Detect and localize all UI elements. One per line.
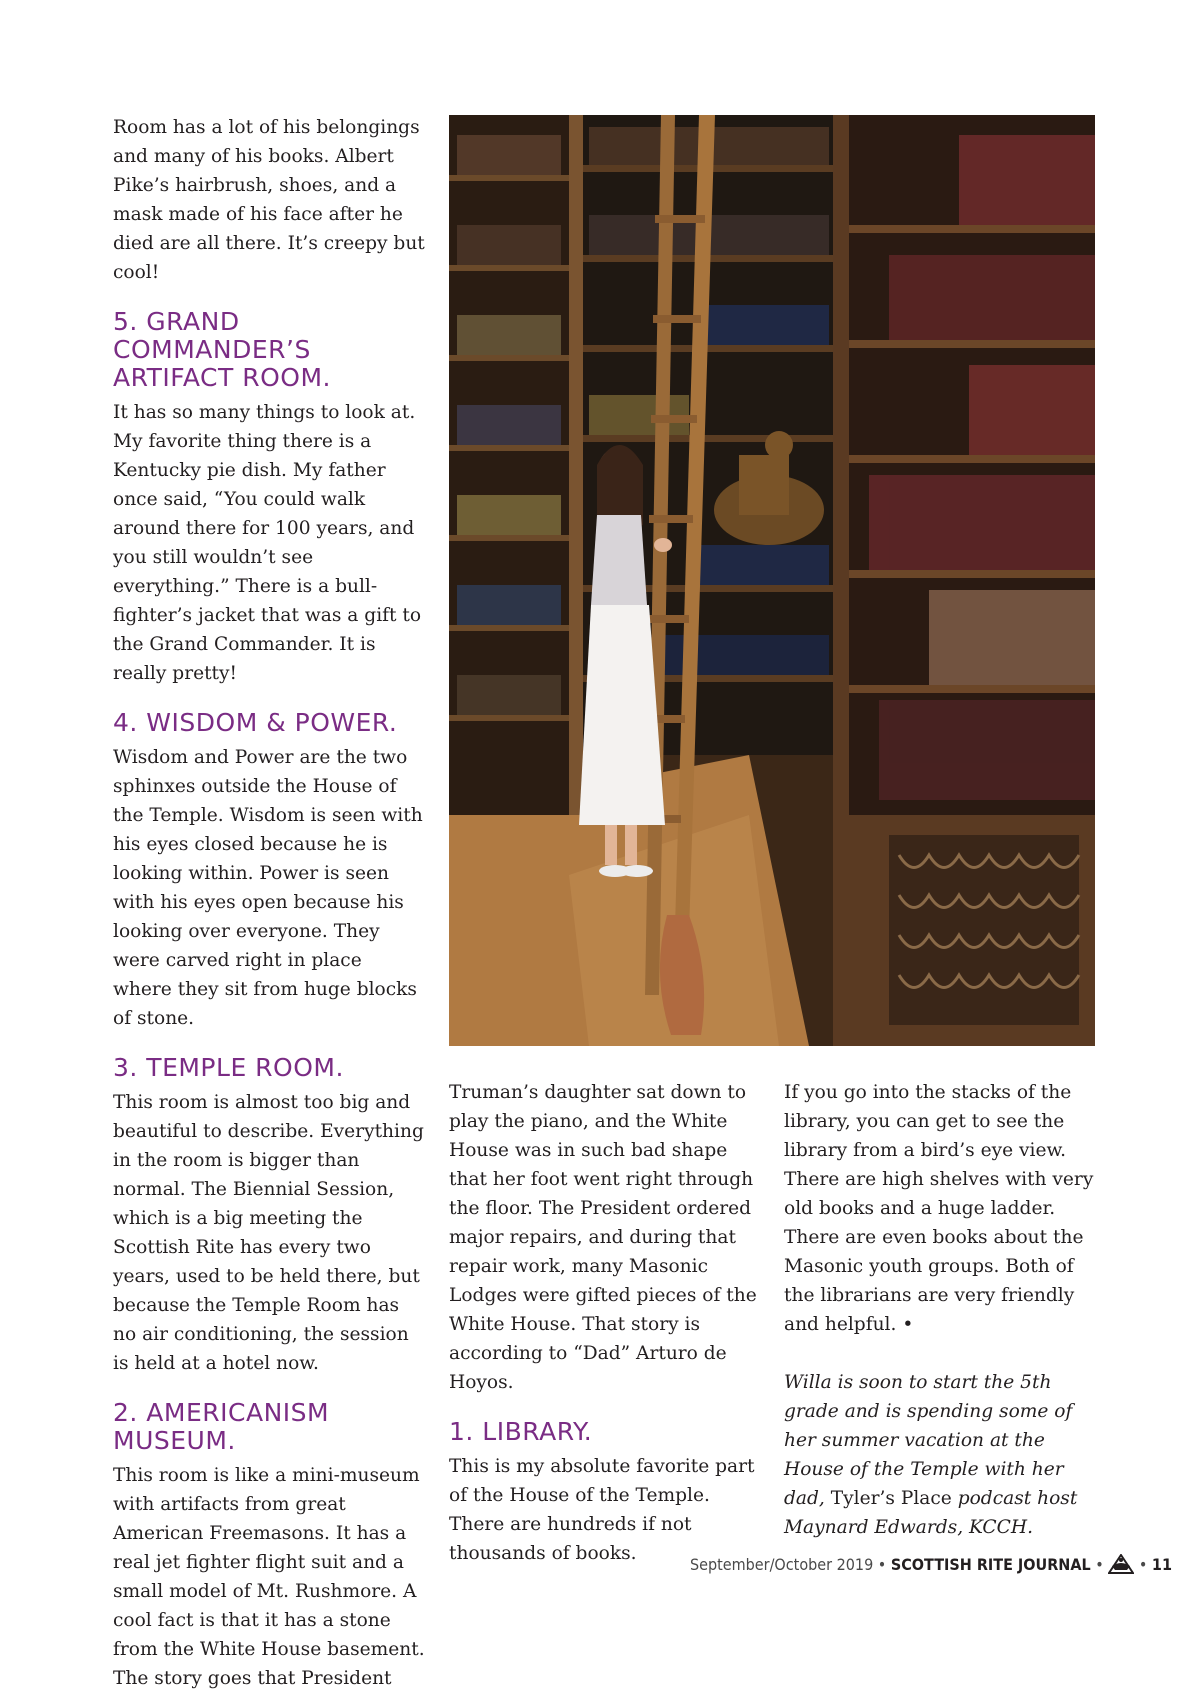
library-photo-illustration [449, 115, 1095, 1046]
section-heading-library: 1. LIBRARY. [449, 1417, 593, 1446]
americanism-museum-paragraph: This room is like a mini-museum with artifacts from great American Freemasons. It has a real jet fighter flight suit and a small model of Mt. Rushmore. A cool fact is that it has a stone from the White House basement. The story goes that President [113, 1465, 425, 1689]
issue-date: September/October 2019 [690, 1555, 874, 1574]
intro-paragraph: Room has a lot of his belongings and many of his books. Albert Pike’s hairbrush, shoes, and a mask made of his face after he died are all there. It’s creepy but cool! [113, 117, 425, 283]
author-bio-text-b: podcast host Maynard Edwards, KCCH. [784, 1488, 1078, 1538]
artifact-room-paragraph: It has so many things to look at. My favorite thing there is a Kentucky pie dish. My father once said, “You could walk around there for 100 years, and you still wouldn’t see everything.” There is a bull-fighter’s jacket that was a gift to the Grand Commander. It is really pretty! [113, 402, 422, 684]
page-number: 11 [1151, 1555, 1172, 1574]
library-paragraph: This is my absolute favorite part of the House of the Temple. There are hundreds if not thousands of books. [449, 1456, 755, 1564]
library-stacks-paragraph: If you go into the stacks of the library, you can get to see the library from a bird’s eye view. There are high shelves with very old books and a huge ladder. There are even books about the Masonic youth groups. Both of the librarians are very friendly and helpful. • [784, 1082, 1094, 1335]
double-headed-eagle-emblem-icon [1108, 1554, 1134, 1574]
wisdom-power-paragraph: Wisdom and Power are the two sphinxes outside the House of the Temple. Wisdom is seen with his eyes closed because he is looking within. Power is seen with his eyes open because his looking over everyone. They were carved right in place where they sit from huge blocks of stone. [113, 747, 423, 1029]
page-footer [690, 1553, 1172, 1577]
section-heading-americanism-museum: 2. AMERICANISM MUSEUM. [113, 1398, 330, 1455]
temple-room-paragraph: This room is almost too big and beautiful to describe. Everything in the room is bigger than normal. The Biennial Session, which is a big meeting the Scottish Rite has every two years, used to be held there, but because the Temple Room has no air conditioning, the session is held at a hotel now. [113, 1092, 424, 1374]
section-heading-wisdom-power: 4. WISDOM & POWER. [113, 708, 398, 737]
section-heading-temple-room: 3. TEMPLE ROOM. [113, 1053, 344, 1082]
library-photo [449, 115, 1095, 1046]
author-bio-text-a: Willa is soon to start the 5th grade and is spending some of her summer vacation at the House of the Temple with her dad, [784, 1372, 1073, 1509]
footer-separator-3: • [1134, 1555, 1152, 1574]
article-column-2 [449, 1078, 761, 1568]
author-bio [784, 1368, 1096, 1542]
footer-separator-2: • [1090, 1555, 1109, 1574]
article-column-3 [784, 1078, 1096, 1542]
podcast-name: Tyler’s Place [830, 1488, 952, 1509]
journal-title: SCOTTISH RITE JOURNAL [890, 1555, 1091, 1574]
white-house-story-paragraph: Truman’s daughter sat down to play the piano, and the White House was in such bad shape that her foot went right through the floor. The President ordered major repairs, and during that repair work, many Masonic Lodges were gifted pieces of the White House. That story is according to “Dad” Arturo de Hoyos. [449, 1082, 757, 1393]
footer-separator: • [873, 1555, 891, 1574]
section-heading-artifact-room: 5. GRAND COMMANDER’S ARTIFACT ROOM. [113, 307, 331, 392]
article-column-1 [113, 113, 425, 1693]
